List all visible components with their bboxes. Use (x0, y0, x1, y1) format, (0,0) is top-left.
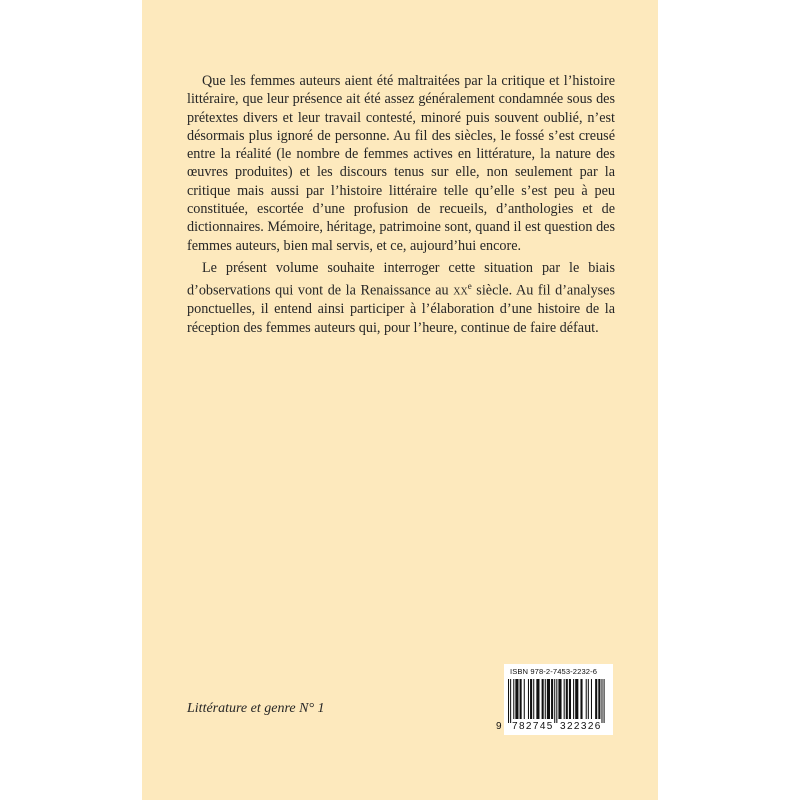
barcode-bar (513, 679, 514, 719)
blurb-paragraph-1: Que les femmes auteurs aient été maltraitées par la critique et l’histoire littéraire, que leur présence ait été assez généralement condamnée sous des prétextes divers et leur travail contesté, minoré puis souvent oublié, n’est désormais plus ignoré de personne. Au fil des siècles, le fossé s’est creusé entre la réalité (le nombre de femmes actives en littérature, la nature des œuvres produites) et les discours tenus sur elle, non seulement par la critique mais aussi par l’histoire littéraire telle qu’elle s’est peu à peu constituée, escortée d’une profusion de recueils, d’anthologies et de dictionnaires. Mémoire, héritage, patrimoine sont, quand il est question des femmes auteurs, bien mal servis, et ce, aujourd’hui encore. (187, 73, 615, 254)
ean-first-digit: 9 (496, 721, 502, 732)
blurb-paragraph-2-end: siècle. Au fil d’analyses ponctuelles, il entend ainsi participer à l’élaboration d’une histoire de la réception des femmes auteurs qui, pour l’heure, continue de faire défaut. (187, 283, 616, 336)
blurb-paragraph-2 (187, 259, 615, 337)
barcode-bar (558, 679, 561, 719)
barcode-bar (569, 679, 571, 719)
barcode-bar (588, 679, 589, 719)
barcode-bar (530, 679, 532, 719)
barcode-bars (508, 679, 609, 723)
barcode-bar (528, 679, 529, 719)
barcode-bar (536, 679, 539, 719)
century-superscript: e (467, 281, 472, 292)
barcode-bar (556, 679, 557, 723)
barcode-bar (586, 679, 587, 719)
barcode-bar (564, 679, 565, 719)
blurb-paragraph-2-start: Le présent volume souhaite interroger cette situation par le biais d’observations qui vont de la Renaissance au (187, 259, 615, 299)
barcode-bar (551, 679, 553, 719)
ean-right-group: 322326 (560, 721, 602, 732)
barcode-bar (515, 679, 518, 719)
barcode-bar (533, 679, 534, 719)
barcode-bar (580, 679, 582, 719)
barcode-bar (542, 679, 544, 719)
series-title: Littérature et genre N° 1 (187, 701, 325, 716)
barcode-bar (604, 679, 605, 723)
barcode-bar (547, 679, 550, 719)
barcode-bar (508, 679, 509, 723)
barcode-bar (554, 679, 555, 723)
isbn-barcode (496, 664, 613, 735)
barcode-bar (566, 679, 568, 719)
barcode-bar (524, 679, 525, 719)
barcode-bar (573, 679, 574, 719)
barcode-bar (545, 679, 546, 719)
barcode-bar (510, 679, 511, 723)
isbn-label: ISBN 978-2-7453-2232-6 (510, 667, 598, 676)
barcode-bar (591, 679, 592, 719)
ean-left-group: 782745 (512, 721, 554, 732)
barcode-bar (598, 679, 600, 719)
barcode-bar (520, 679, 522, 719)
barcode-bar (601, 679, 602, 723)
century-numeral: xx (453, 283, 468, 299)
barcode-bar (575, 679, 578, 719)
barcode-bar (595, 679, 597, 719)
back-cover-blurb (187, 72, 615, 337)
